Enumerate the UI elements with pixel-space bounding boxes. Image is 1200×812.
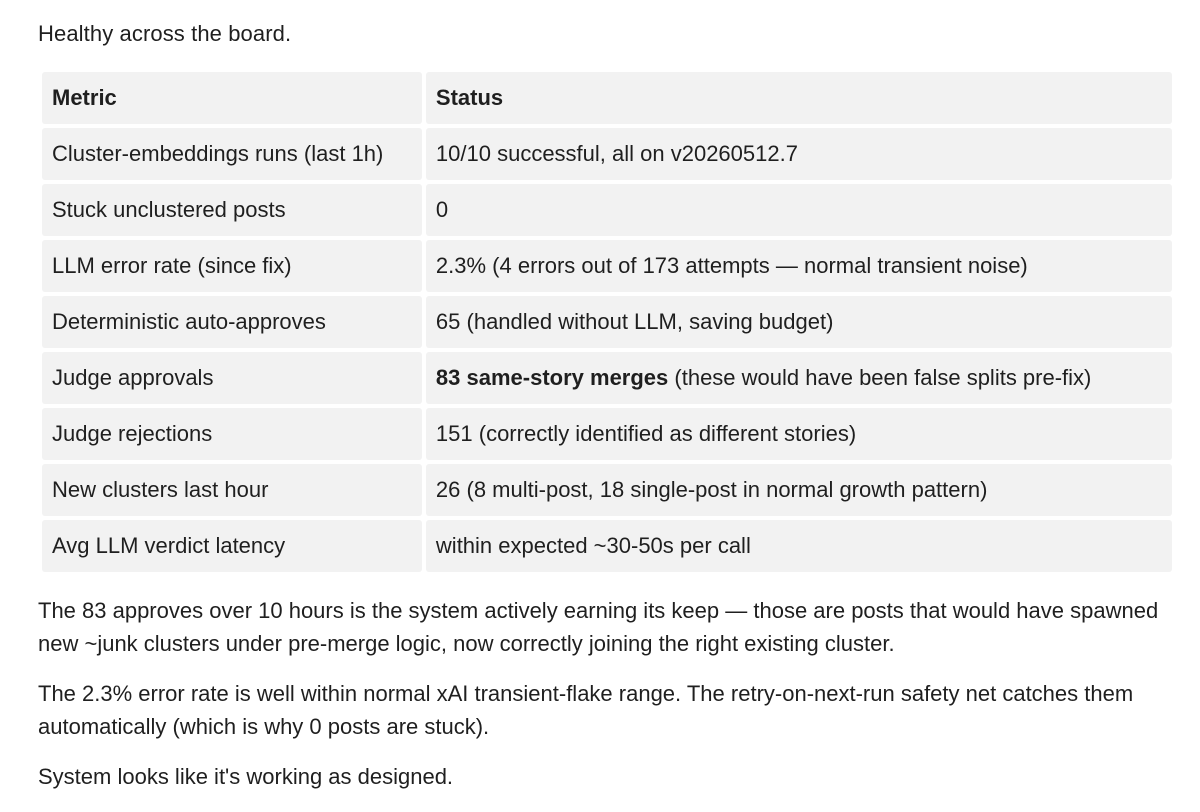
table-row	[42, 352, 1172, 404]
metrics-table	[38, 68, 1176, 576]
header-metric: Metric	[42, 72, 422, 124]
metric-cell: LLM error rate (since fix)	[42, 240, 422, 292]
status-cell: within expected ~30-50s per call	[426, 520, 1172, 572]
table-header-row	[42, 72, 1172, 124]
table-row	[42, 128, 1172, 180]
status-rest-text: (these would have been false splits pre-fix)	[668, 365, 1092, 390]
intro-text: Healthy across the board.	[38, 21, 292, 46]
metric-cell: Stuck unclustered posts	[42, 184, 422, 236]
message-content	[38, 0, 1172, 793]
status-cell: 0	[426, 184, 1172, 236]
table-row	[42, 240, 1172, 292]
summary-paragraph: The 2.3% error rate is well within normal xAI transient-flake range. The retry-on-next-run safety net catches them automatically (which is why 0 posts are stuck).	[38, 681, 1134, 739]
summary-paragraph: The 83 approves over 10 hours is the system actively earning its keep — those are posts that would have spawned new ~junk clusters under pre-merge logic, now correctly joining the right existing cluster.	[38, 598, 1159, 656]
metric-cell: New clusters last hour	[42, 464, 422, 516]
status-bold-text: 83 same-story merges	[435, 365, 669, 390]
status-cell: 151 (correctly identified as different stories)	[426, 408, 1172, 460]
table-row	[42, 408, 1172, 460]
table-row	[42, 464, 1172, 516]
header-status: Status	[426, 72, 1172, 124]
closing-paragraph: System looks like it's working as designed.	[38, 764, 454, 789]
status-cell: 26 (8 multi-post, 18 single-post in normal growth pattern)	[426, 464, 1172, 516]
table-row	[42, 184, 1172, 236]
metric-cell: Deterministic auto-approves	[42, 296, 422, 348]
status-cell: 65 (handled without LLM, saving budget)	[426, 296, 1172, 348]
metric-cell: Cluster-embeddings runs (last 1h)	[42, 128, 422, 180]
table-row	[42, 520, 1172, 572]
status-cell: 2.3% (4 errors out of 173 attempts — normal transient noise)	[426, 240, 1172, 292]
metric-cell: Judge approvals	[42, 352, 422, 404]
status-cell	[426, 352, 1172, 404]
status-cell: 10/10 successful, all on v20260512.7	[426, 128, 1172, 180]
metric-cell: Avg LLM verdict latency	[42, 520, 422, 572]
metric-cell: Judge rejections	[42, 408, 422, 460]
table-row	[42, 296, 1172, 348]
